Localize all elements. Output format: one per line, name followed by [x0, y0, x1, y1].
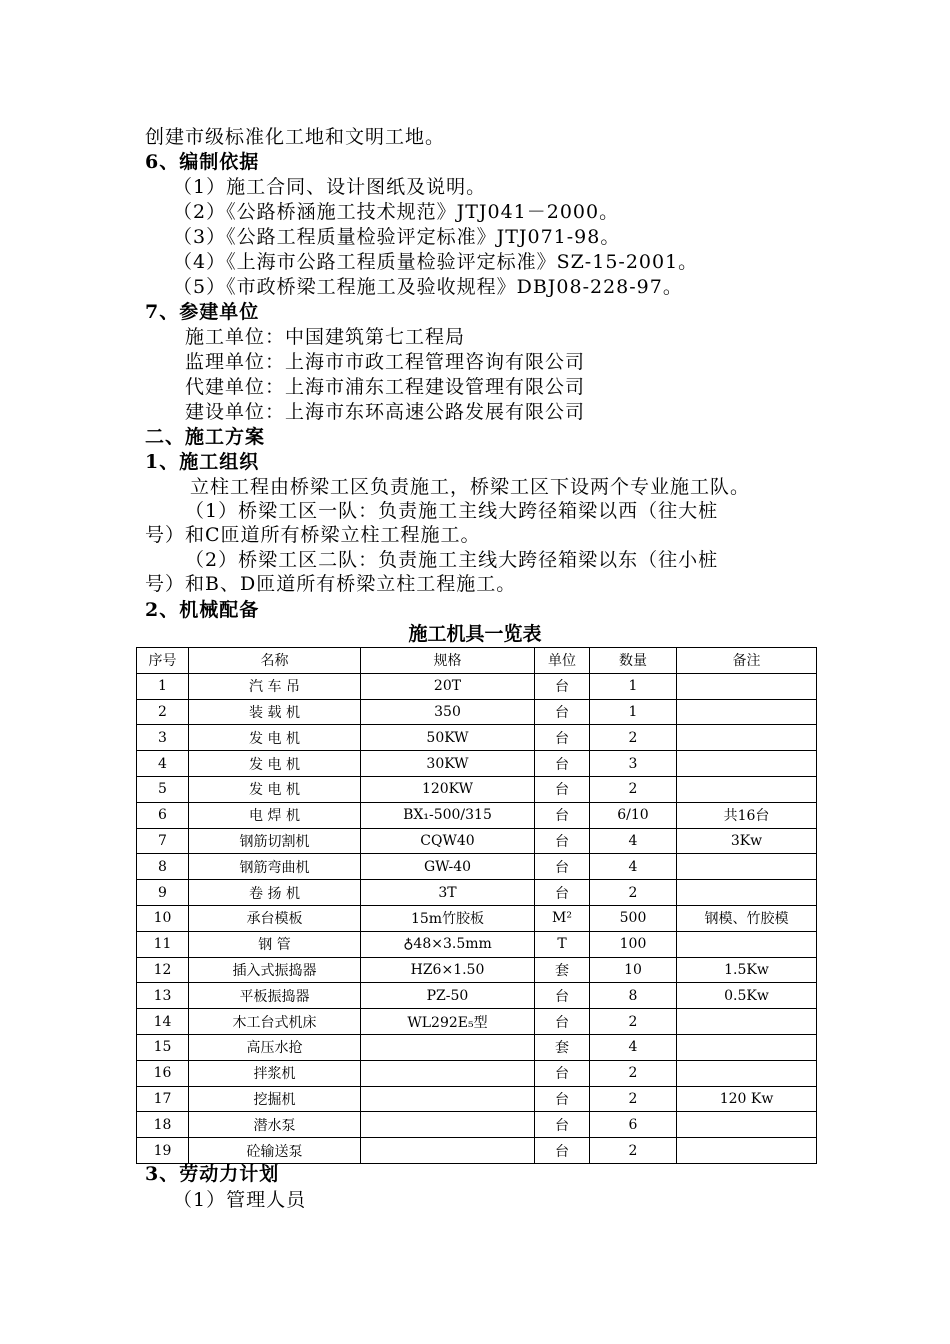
cell-qty: 2: [590, 776, 677, 802]
cell-remark: 钢模、竹胶模: [677, 905, 817, 931]
org-line-4: （2）桥梁工区二队：负责施工主线大跨径箱梁以东（往小桩: [185, 549, 719, 571]
cell-remark: [677, 854, 817, 880]
cell-remark: [677, 673, 817, 699]
intro-line: 创建市级标准化工地和文明工地。: [145, 126, 446, 148]
unit-construction: 施工单位：中国建筑第七工程局: [185, 326, 466, 348]
cell-no: 8: [137, 854, 189, 880]
cell-no: 18: [137, 1112, 189, 1138]
cell-unit: 台: [535, 1060, 590, 1086]
cell-remark: 120 Kw: [677, 1086, 817, 1112]
cell-spec: 120KW: [361, 776, 535, 802]
cell-no: 7: [137, 828, 189, 854]
cell-qty: 2: [590, 1009, 677, 1035]
org-line-5: 号）和B、D匝道所有桥梁立柱工程施工。: [145, 573, 517, 595]
cell-unit: 套: [535, 1034, 590, 1060]
cell-spec: GW-40: [361, 854, 535, 880]
cell-remark: [677, 1060, 817, 1086]
header-no: 序号: [137, 648, 189, 674]
table-row: [137, 1112, 817, 1138]
cell-spec: 30KW: [361, 751, 535, 777]
cell-qty: 100: [590, 931, 677, 957]
cell-remark: 共16台: [677, 802, 817, 828]
cell-qty: 10: [590, 957, 677, 983]
cell-no: 19: [137, 1138, 189, 1164]
header-remark: 备注: [677, 648, 817, 674]
cell-qty: 4: [590, 1034, 677, 1060]
cell-unit: 台: [535, 983, 590, 1009]
cell-name: 发 电 机: [189, 725, 361, 751]
table-header-row: [137, 648, 817, 674]
cell-unit: T: [535, 931, 590, 957]
cell-remark: [677, 1034, 817, 1060]
cell-no: 5: [137, 776, 189, 802]
cell-spec: 350: [361, 699, 535, 725]
cell-unit: 台: [535, 1138, 590, 1164]
cell-unit: 台: [535, 880, 590, 906]
cell-no: 10: [137, 905, 189, 931]
cell-no: 2: [137, 699, 189, 725]
cell-name: 电 焊 机: [189, 802, 361, 828]
cell-unit: 台: [535, 1112, 590, 1138]
cell-qty: 6: [590, 1112, 677, 1138]
sub-3-heading: 3、劳动力计划: [145, 1163, 280, 1185]
cell-no: 4: [137, 751, 189, 777]
cell-no: 12: [137, 957, 189, 983]
cell-spec: [361, 1138, 535, 1164]
cell-name: 平板振捣器: [189, 983, 361, 1009]
cell-name: 插入式振捣器: [189, 957, 361, 983]
cell-unit: 台: [535, 828, 590, 854]
cell-spec: [361, 1034, 535, 1060]
cell-no: 14: [137, 1009, 189, 1035]
cell-spec: 15m竹胶板: [361, 905, 535, 931]
table-row: [137, 1138, 817, 1164]
cell-unit: 台: [535, 802, 590, 828]
header-unit: 单位: [535, 648, 590, 674]
table-row: [137, 828, 817, 854]
cell-unit: 套: [535, 957, 590, 983]
cell-spec: PZ-50: [361, 983, 535, 1009]
table-row: [137, 1034, 817, 1060]
cell-remark: 1.5Kw: [677, 957, 817, 983]
cell-qty: 2: [590, 1138, 677, 1164]
cell-name: 发 电 机: [189, 751, 361, 777]
cell-spec: 3T: [361, 880, 535, 906]
cell-qty: 2: [590, 1060, 677, 1086]
sub-1-heading: 1、施工组织: [145, 451, 260, 473]
table-row: [137, 699, 817, 725]
cell-spec: 20T: [361, 673, 535, 699]
cell-unit: 台: [535, 699, 590, 725]
cell-name: 汽 车 吊: [189, 673, 361, 699]
basis-item-2: （2）《公路桥涵施工技术规范》JTJ041－2000。: [173, 201, 620, 223]
cell-spec: HZ6×1.50: [361, 957, 535, 983]
labor-item-1: （1）管理人员: [173, 1189, 307, 1211]
cell-unit: 台: [535, 751, 590, 777]
cell-remark: [677, 931, 817, 957]
basis-item-3: （3）《公路工程质量检验评定标准》JTJ071-98。: [173, 226, 621, 248]
cell-name: 装 载 机: [189, 699, 361, 725]
header-qty: 数量: [590, 648, 677, 674]
cell-no: 11: [137, 931, 189, 957]
cell-name: 钢筋弯曲机: [189, 854, 361, 880]
unit-supervision: 监理单位：上海市市政工程管理咨询有限公司: [185, 351, 586, 373]
cell-spec: [361, 1086, 535, 1112]
table-row: [137, 931, 817, 957]
table-row: [137, 776, 817, 802]
cell-spec: [361, 1112, 535, 1138]
cell-no: 17: [137, 1086, 189, 1112]
cell-unit: 台: [535, 776, 590, 802]
cell-no: 1: [137, 673, 189, 699]
cell-remark: [677, 699, 817, 725]
table-row: [137, 854, 817, 880]
table-row: [137, 880, 817, 906]
cell-unit: 台: [535, 1086, 590, 1112]
cell-remark: [677, 880, 817, 906]
cell-qty: 500: [590, 905, 677, 931]
cell-qty: 3: [590, 751, 677, 777]
basis-item-4: （4）《上海市公路工程质量检验评定标准》SZ-15-2001。: [173, 251, 699, 273]
cell-remark: [677, 1009, 817, 1035]
table-row: [137, 957, 817, 983]
org-line-3: 号）和C匝道所有桥梁立柱工程施工。: [145, 524, 481, 546]
table-row: [137, 1086, 817, 1112]
cell-name: 砼输送泵: [189, 1138, 361, 1164]
cell-remark: [677, 1112, 817, 1138]
cell-qty: 2: [590, 725, 677, 751]
cell-no: 16: [137, 1060, 189, 1086]
table-row: [137, 725, 817, 751]
table-row: [137, 1060, 817, 1086]
cell-unit: 台: [535, 854, 590, 880]
cell-remark: [677, 725, 817, 751]
cell-unit: M²: [535, 905, 590, 931]
table-title: 施工机具一览表: [408, 623, 542, 645]
cell-name: 潜水泵: [189, 1112, 361, 1138]
cell-name: 挖掘机: [189, 1086, 361, 1112]
cell-remark: [677, 1138, 817, 1164]
cell-spec: CQW40: [361, 828, 535, 854]
cell-remark: 0.5Kw: [677, 983, 817, 1009]
section-7-heading: 7、参建单位: [145, 301, 260, 323]
org-line-1: 立柱工程由桥梁工区负责施工，桥梁工区下设两个专业施工队。: [190, 476, 751, 498]
cell-qty: 1: [590, 673, 677, 699]
org-line-2: （1）桥梁工区一队：负责施工主线大跨径箱梁以西（往大桩: [185, 500, 719, 522]
cell-name: 卷 扬 机: [189, 880, 361, 906]
table-row: [137, 905, 817, 931]
section-6-heading: 6、编制依据: [145, 151, 260, 173]
cell-no: 9: [137, 880, 189, 906]
cell-no: 13: [137, 983, 189, 1009]
cell-name: 承台模板: [189, 905, 361, 931]
cell-qty: 6/10: [590, 802, 677, 828]
sub-2-heading: 2、机械配备: [145, 599, 260, 621]
cell-spec: WL292E₅型: [361, 1009, 535, 1035]
cell-qty: 8: [590, 983, 677, 1009]
cell-no: 6: [137, 802, 189, 828]
table-row: [137, 802, 817, 828]
table-row: [137, 983, 817, 1009]
cell-spec: [361, 1060, 535, 1086]
basis-item-5: （5）《市政桥梁工程施工及验收规程》DBJ08-228-97。: [173, 276, 683, 298]
cell-unit: 台: [535, 1009, 590, 1035]
table-row: [137, 751, 817, 777]
cell-remark: [677, 751, 817, 777]
cell-qty: 2: [590, 880, 677, 906]
cell-no: 3: [137, 725, 189, 751]
cell-qty: 4: [590, 854, 677, 880]
cell-unit: 台: [535, 673, 590, 699]
cell-qty: 4: [590, 828, 677, 854]
table-row: [137, 673, 817, 699]
cell-no: 15: [137, 1034, 189, 1060]
unit-owner: 建设单位：上海市东环高速公路发展有限公司: [185, 401, 586, 423]
cell-name: 钢 管: [189, 931, 361, 957]
cell-name: 发 电 机: [189, 776, 361, 802]
cell-remark: [677, 776, 817, 802]
basis-item-1: （1）施工合同、设计图纸及说明。: [173, 176, 487, 198]
cell-name: 高压水抢: [189, 1034, 361, 1060]
unit-agent: 代建单位：上海市浦东工程建设管理有限公司: [185, 376, 586, 398]
cell-unit: 台: [535, 725, 590, 751]
cell-name: 木工台式机床: [189, 1009, 361, 1035]
table-row: [137, 1009, 817, 1035]
equipment-table: [136, 647, 817, 1164]
cell-name: 拌浆机: [189, 1060, 361, 1086]
cell-spec: ♁48×3.5mm: [361, 931, 535, 957]
cell-remark: 3Kw: [677, 828, 817, 854]
cell-qty: 1: [590, 699, 677, 725]
header-spec: 规格: [361, 648, 535, 674]
cell-qty: 2: [590, 1086, 677, 1112]
part-2-heading: 二、施工方案: [145, 426, 266, 448]
cell-spec: 50KW: [361, 725, 535, 751]
header-name: 名称: [189, 648, 361, 674]
cell-name: 钢筋切割机: [189, 828, 361, 854]
cell-spec: BX₁-500/315: [361, 802, 535, 828]
